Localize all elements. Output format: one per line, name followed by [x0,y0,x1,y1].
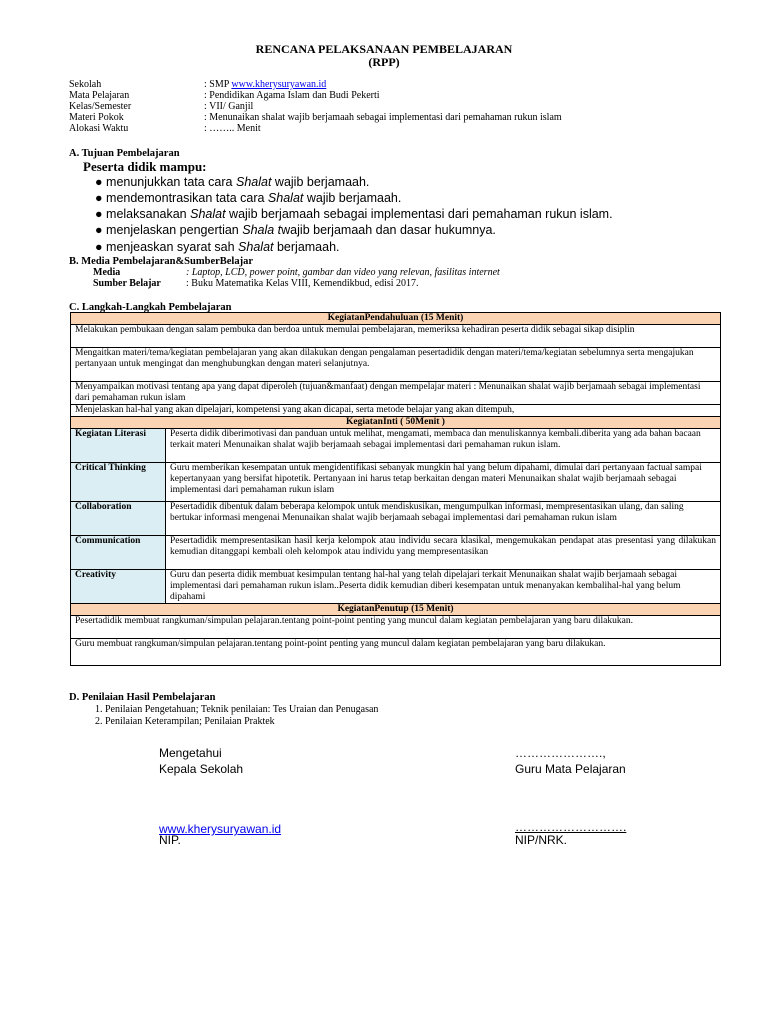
table-row: Guru membuat rangkuman/simpulan pelajaran.tentang point-point penting yang muncul dalam kegiatan pembelajaran yang baru dilakukan. [71,639,721,666]
signature-nip-right: NIP/NRK. [515,833,568,847]
identity-label-sekolah: Sekolah [69,79,102,90]
doc-subtitle: (RPP) [368,55,400,69]
table-row: Melakukan pembukaan dengan salam pembuka dan berdoa untuk memulai pembelajaran, memeriksa kehadiran peserta didik sebagai sikap disiplin [71,325,721,348]
signature-kepala-sekolah: Kepala Sekolah [159,762,244,776]
media-label: Media [93,267,121,278]
identity-value-text: : SMP [204,79,232,90]
doc-title: RENCANA PELAKSANAAN PEMBELAJARAN [255,42,513,56]
table-row: Menjelaskan hal-hal yang akan dipelajari, kompetensi yang akan dicapai, serta metode belajar yang akan ditempuh, [71,405,721,417]
identity-value-mapel: : Pendidikan Agama Islam dan Budi Pekerti [204,90,380,101]
row-label-critical-thinking: Critical Thinking [71,463,166,502]
learning-steps-table [70,312,721,666]
objective-item: ● menjelaskan pengertian Shala twajib berjamaah dan dasar hukumnya. [95,223,496,237]
identity-label-kelas: Kelas/Semester [69,101,132,112]
objective-item: ● menunjukkan tata cara Shalat wajib berjamaah. [95,175,370,189]
identity-label-materi: Materi Pokok [69,112,124,123]
sumber-value: : Buku Matematika Kelas VIII, Kemendikbud, edisi 2017. [186,278,419,289]
assessment-item: 2. Penilaian Keterampilan; Penilaian Praktek [95,716,275,727]
section-a-heading: A. Tujuan Pembelajaran [69,148,180,159]
table-row: Menyampaikan motivasi tentang apa yang dapat diperoleh (tujuan&manfaat) dengan mempelajar materi : Menunaikan shalat wajib berjamaah sebagai implementasi dari pemahaman rukun islam [71,382,721,405]
sumber-label: Sumber Belajar [93,278,161,289]
signature-place-date: …………………., [515,746,606,760]
section-d-heading: D. Penilaian Hasil Pembelajaran [69,692,216,703]
table-row: Guru dan peserta didik membuat kesimpulan tentang hal-hal yang telah dipelajari terkait Menunaikan shalat wajib berjamaah sebagai implementasi dari pemahaman rukun islam..Peserta didik kemudian diberi kesempatan untuk menanyakan kembalihal-hal yang belum dipahami [166,570,721,604]
section-a-intro: Peserta didik mampu: [83,159,207,174]
pendahuluan-header: KegiatanPendahuluan (15 Menit) [71,313,721,325]
section-c-heading: C. Langkah-Langkah Pembelajaran [69,302,232,313]
signature-link[interactable]: www.kherysuryawan.id [159,822,282,836]
signature-nip-left: NIP. [159,833,181,847]
objective-item: ● menjeaskan syarat sah Shalat berjamaah. [95,240,340,254]
row-label-creativity: Creativity [71,570,166,604]
assessment-item: 1. Penilaian Pengetahuan; Teknik penilaian: Tes Uraian dan Penugasan [95,704,379,715]
identity-value-sekolah [204,80,326,90]
table-row: Pesertadidik dibentuk dalam beberapa kelompok untuk mendiskusikan, mengumpulkan informasi, mempresentasikan ulang, dan saling bertukar informasi mengenai Menunaikan shalat wajib berjamaah sebagai implementasi dari pemahaman rukun islam [166,502,721,536]
section-b-heading: B. Media Pembelajaran&SumberBelajar [69,256,254,267]
objective-item: ● mendemontrasikan tata cara Shalat wajib berjamaah. [95,191,402,205]
identity-value-materi: : Menunaikan shalat wajib berjamaah sebagai implementasi dari pemahaman rukun islam [204,112,562,123]
inti-header: KegiatanInti ( 50Menit ) [71,417,721,429]
identity-label-mapel: Mata Pelajaran [69,90,130,101]
signature-guru: Guru Mata Pelajaran [515,762,626,776]
row-label-literasi: Kegiatan Literasi [71,429,166,463]
row-label-collaboration: Collaboration [71,502,166,536]
signature-mengetahui: Mengetahui [159,746,222,760]
table-row: Mengaitkan materi/tema/kegiatan pembelajaran yang akan dilakukan dengan pengalaman pesertadidik dengan materi/tema/kegiatan sebelumnya serta mengajukan pertanyaan untuk mengingat dan menghubungkan dengan materi selanjutnya. [71,348,721,382]
table-row: Pesertadidik mempresentasikan hasil kerja kelompok atau individu secara klasikal, mengemukakan pendapat atas presentasi yang dilakukan kemudian ditanggapi kembali oleh kelompok atau individu yang mempresentasikan [166,536,721,570]
row-label-communication: Communication [71,536,166,570]
penutup-header: KegiatanPenutup (15 Menit) [71,604,721,616]
identity-value-kelas: : VII/ Ganjil [204,101,254,112]
table-row: Peserta didik diberimotivasi dan panduan untuk melihat, mengamati, membaca dan menuliskannya kembali.diberita yang ada bahan bacaan terkait materi Menunaikan shalat wajib berjamaah sebagai implementasi dari pemahaman rukun islam. [166,429,721,463]
table-row: Guru memberikan kesempatan untuk mengidentifikasi sebanyak mungkin hal yang belum dipahami, dimulai dari pertanyaan factual sampai kepertanyaan yang bersifat hipotetik. Pertanyaan ini harus tetap berkaitan dengan materi Menunaikan shalat wajib berjamaah sebagai implementasi dari pemahaman rukun islam [166,463,721,502]
signature-name-dots: ………………………. [515,820,627,834]
school-link[interactable]: www.kherysuryawan.id [231,79,327,90]
identity-value-alokasi: : …….. Menit [204,123,261,134]
table-row: Pesertadidik membuat rangkuman/simpulan pelajaran.tentang point-point penting yang muncul dalam kegiatan pembelajaran yang baru dilakukan. [71,616,721,639]
media-value: : Laptop, LCD, power point, gambar dan video yang relevan, fasilitas internet [186,267,500,278]
identity-label-alokasi: Alokasi Waktu [69,123,129,134]
objective-item: ● melaksanakan Shalat wajib berjamaah sebagai implementasi dari pemahaman rukun islam. [95,207,613,221]
